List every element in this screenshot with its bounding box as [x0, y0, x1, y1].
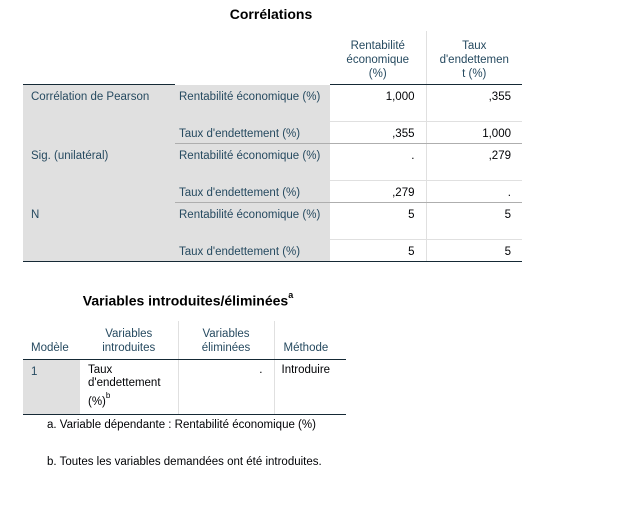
footnote-b	[47, 455, 327, 469]
cell-value: ,355	[488, 91, 511, 103]
row-group-label-pearson: Corrélation de Pearson	[23, 85, 175, 144]
col-header-taux	[426, 31, 522, 85]
cell-introduced-footnote-marker: b	[105, 390, 111, 400]
col-header-removed-text: Variables éliminées	[201, 327, 251, 354]
variables-header-row	[23, 321, 346, 359]
col-header-taux-line3: t (%)	[462, 68, 487, 80]
cell-value: 5	[426, 240, 522, 262]
row-sublabel: Taux d'endettement (%)	[175, 181, 330, 203]
col-header-rentabilite-line2: économique	[346, 54, 410, 66]
footnote-a-marker: a.	[47, 419, 57, 431]
correlations-title: Corrélations	[229, 6, 313, 22]
row-label-model: 1	[23, 359, 80, 414]
cell-value: ,279	[488, 150, 511, 162]
col-header-rentabilite-line1: Rentabilité	[350, 40, 405, 52]
cell-value: 5	[330, 203, 426, 240]
variables-title-footnote-marker: a	[288, 290, 294, 300]
header-corner-2	[175, 31, 330, 85]
cell-value: ,355	[330, 122, 426, 144]
row-group-label-n: N	[23, 203, 175, 262]
col-header-introduced-text: Variables introduites	[102, 327, 156, 354]
cell-introduced	[80, 359, 178, 414]
cell-value: 1,000	[330, 85, 426, 122]
row-group-label-sig: Sig. (unilatéral)	[23, 144, 175, 203]
variables-title	[23, 292, 353, 309]
col-header-rentabilite	[330, 31, 426, 85]
col-header-introduced	[80, 321, 178, 359]
table-row	[23, 359, 346, 414]
col-header-taux-line1: Taux	[462, 40, 487, 52]
footnote-b-marker: b.	[47, 456, 57, 468]
col-header-rentabilite-line3: (%)	[368, 68, 387, 80]
col-header-removed	[178, 321, 274, 359]
cell-value: 5	[330, 240, 426, 262]
cell-value: 5	[504, 209, 511, 221]
correlations-header-row	[23, 31, 522, 85]
cell-value: 1,000	[426, 122, 522, 144]
cell-removed: .	[178, 359, 274, 414]
variables-title-text: Variables introduites/éliminées	[82, 292, 289, 309]
variables-table	[23, 321, 346, 415]
row-sublabel: Rentabilité économique (%)	[175, 85, 330, 122]
correlations-table	[23, 31, 522, 262]
table-row	[23, 203, 522, 240]
footnote-b-text: Toutes les variables demandées ont été introduites.	[59, 456, 322, 468]
col-header-model: Modèle	[23, 321, 80, 359]
table-row	[23, 144, 522, 181]
footnote-a	[47, 418, 327, 432]
cell-method: Introduire	[274, 359, 346, 414]
row-sublabel: Rentabilité économique (%)	[175, 144, 330, 181]
col-header-method: Méthode	[274, 321, 346, 359]
cell-value: ,279	[330, 181, 426, 203]
cell-value: .	[426, 181, 522, 203]
row-sublabel: Taux d'endettement (%)	[175, 240, 330, 262]
footnote-a-text: Variable dépendante : Rentabilité économique (%)	[59, 419, 316, 431]
col-header-taux-line2: d'endettemen	[439, 54, 509, 66]
row-sublabel: Rentabilité économique (%)	[175, 203, 330, 240]
cell-introduced-text: Taux d'endettement (%)	[88, 363, 161, 408]
row-sublabel: Taux d'endettement (%)	[175, 122, 330, 144]
header-corner	[23, 31, 175, 85]
cell-value: .	[330, 144, 426, 181]
table-row	[23, 85, 522, 122]
